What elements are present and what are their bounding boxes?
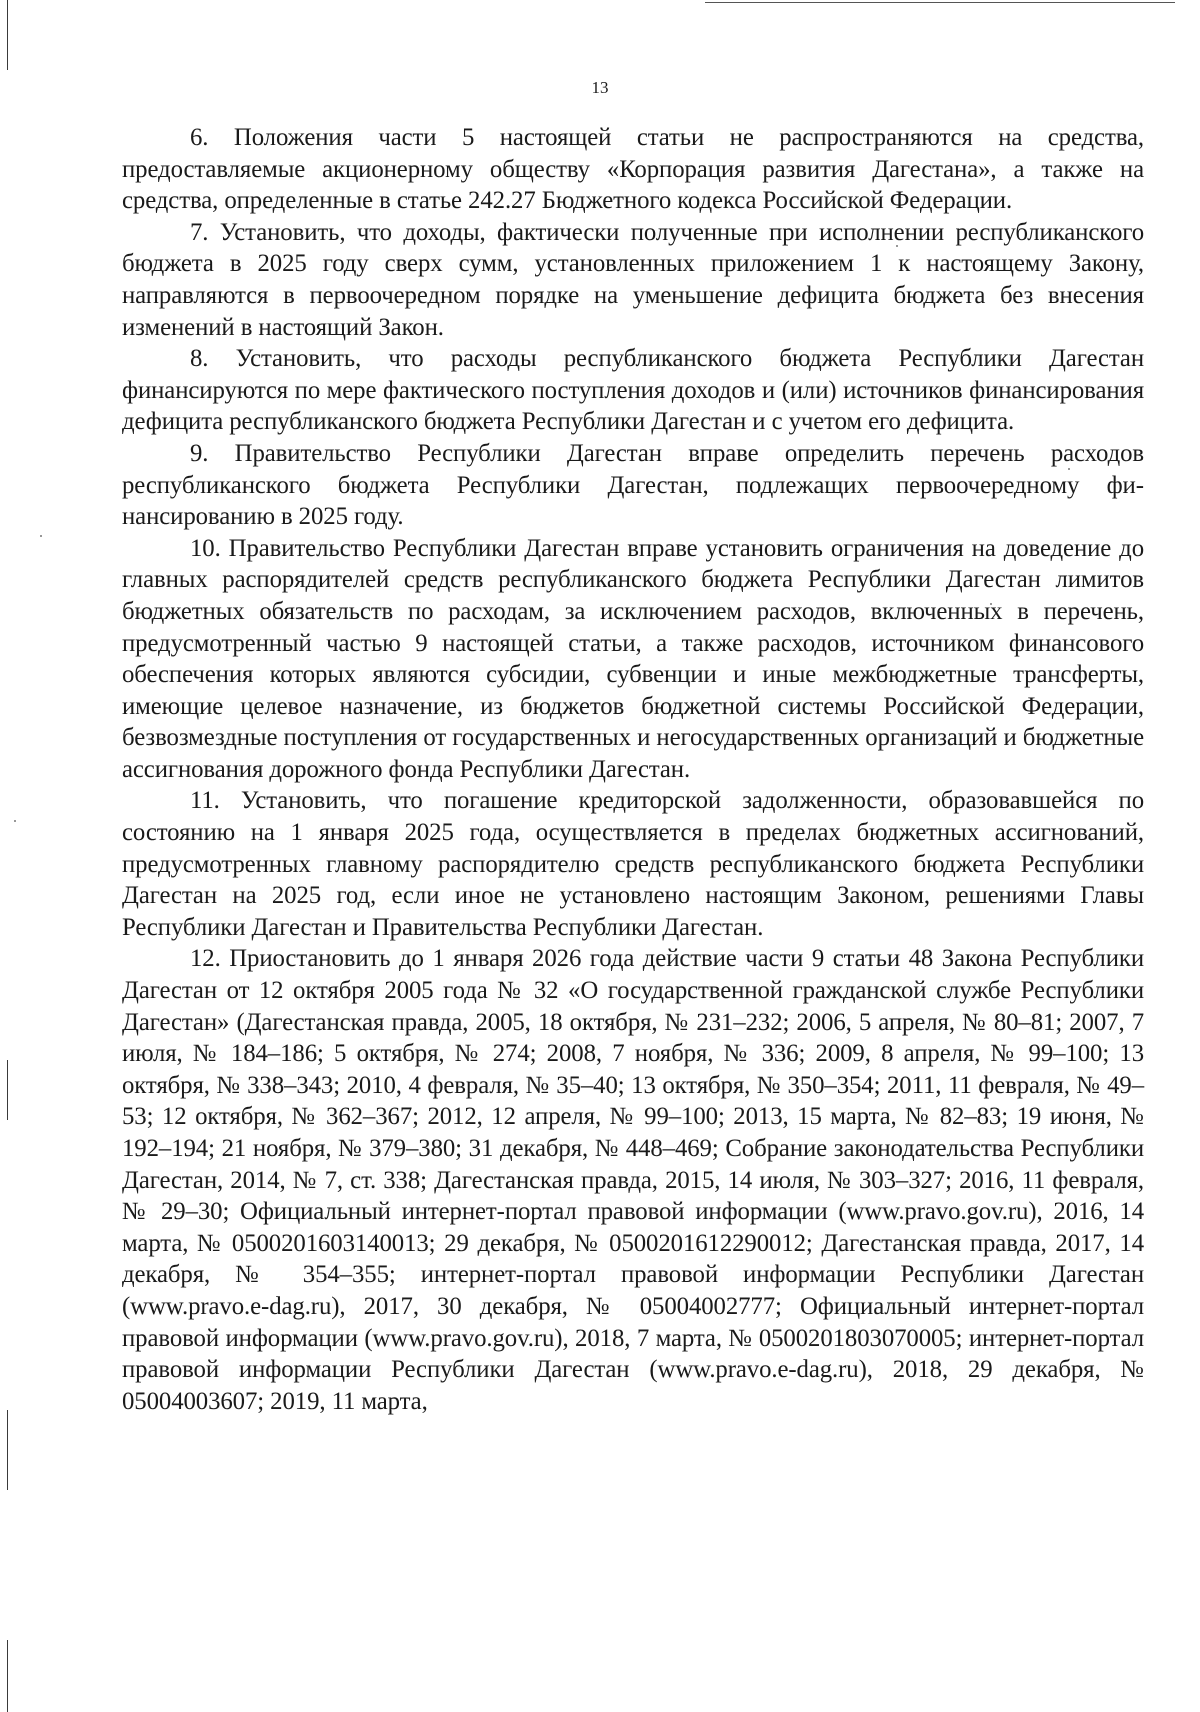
paragraph-7: 7. Установить, что доходы, фактически полученные при исполнении республиканского бюджета в 2025 году сверх сумм, установленных приложением 1 к настоящему Закону, направляются в первоочередном порядке на уменьшение дефицита бюджета без внесения изменений в настоящий Закон. — [122, 218, 1144, 341]
scan-edge-left — [7, 1640, 8, 1712]
paragraph-12: 12. Приостановить до 1 января 2026 года действие части 9 статьи 48 Закона Республики Дагестан от 12 октября 2005 года № 32 «О государственной гражданской службе Республики Дагестан» (Дагестанская правда, 2005, 18 октября, № 231–232; 2006, 5 апреля, № 80–81; 2007, 7 июля, № 184–186; 5 октября, № 274; 2008, 7 ноября, № 336; 2009, 8 апреля, № 99–100; 13 октября, № 338–343; 2010, 4 февраля, № 35–40; 13 октября, № 350–354; 2011, 11 февраля, № 49–53; 12 октября, № 362–367; 2012, 12 апреля, № 99–100; 2013, 15 марта, № 82–83; 19 июня, № 192–194; 21 ноября, № 379–380; 31 декабря, № 448–469; Собрание законодательства Республики Дагестан, 2014, № 7, ст. 338; Дагестанская правда, 2015, 14 июля, № 303–327; 2016, 11 февраля, № 29–30; Официальный интернет-портал правовой информации (www.pravo.gov.ru), 2016, 14 марта, № 0500201603140013; 29 декабря, № 0500201612290012; Дагестанская правда, 2017, 14 декабря, № 354–355; интернет-портал правовой информации Республики Дагестан (www.pravo.e-dag.ru), 2017, 30 декабря, № 05004002777; Официальный интернет-портал правовой информации (www.pravo.gov.ru), 2018, 7 марта, № 0500201803070005; интернет-портал правовой информации Республики Дагестан (www.pravo.e-dag.ru), 2018, 29 декабря, № 05004003607; 2019, 11 марта, — [122, 945, 1144, 1415]
scan-edge-left — [7, 1060, 8, 1120]
paragraph-11: 11. Установить, что погашение кредиторской задолженности, образовавшейся по состоянию на 1 января 2025 года, осуществляется в пределах бюджетных ассигнований, предусмотренных главному распорядителю средств республиканского бюджета Республики Дагестан на 2025 год, если иное не установлено настоящим Законом, решениями Главы Республики Дагестан и Правительства Республики Дагестан. — [122, 787, 1144, 941]
paragraph-9: 9. Правительство Республики Дагестан вправе определить перечень расходов республиканского бюджета Республики Дагестан, подлежащих первоочередному финансированию в 2025 году. — [122, 439, 1144, 531]
page-number: 13 — [591, 78, 609, 97]
scan-edge-top — [705, 2, 1175, 3]
paragraph-8: 8. Установить, что расходы республиканского бюджета Республики Дагестан финансируются по мере фактического поступления доходов и (или) источников финансирования дефицита республиканского бюджета Республики Дагестан и с учетом его дефицита. — [122, 345, 1144, 436]
paragraph-6: 6. Положения части 5 настоящей статьи не распространяются на средства, предоставляемые акционерному обществу «Корпорация развития Дагестана», а также на средства, определенные в статье 242.27 Бюджетного кодекса Российской Федерации. — [122, 124, 1144, 215]
scan-edge-left — [7, 0, 8, 70]
scan-speck — [40, 535, 42, 537]
scan-speck — [14, 820, 16, 822]
paragraph-10: 10. Правительство Республики Дагестан вправе установить ограничения на доведение до главных распорядителей средств республиканского бюджета Республики Дагестан лимитов бюджетных обязательств по расходам, за исключением расходов, включенных в перечень, предусмотренный частью 9 настоящей статьи, а также расходов, источником финансового обеспечения которых являются субсидии, субвенции и иные межбюджетные трансферты, имеющие целевое назначение, из бюджетов бюджетной системы Российской Федерации, безвозмездные поступления от государственных и негосударственных организаций и бюджетные ассигнования дорожного фонда Республики Дагестан. — [122, 534, 1144, 783]
scan-edge-left — [7, 1410, 8, 1490]
document-body — [122, 122, 1144, 1417]
